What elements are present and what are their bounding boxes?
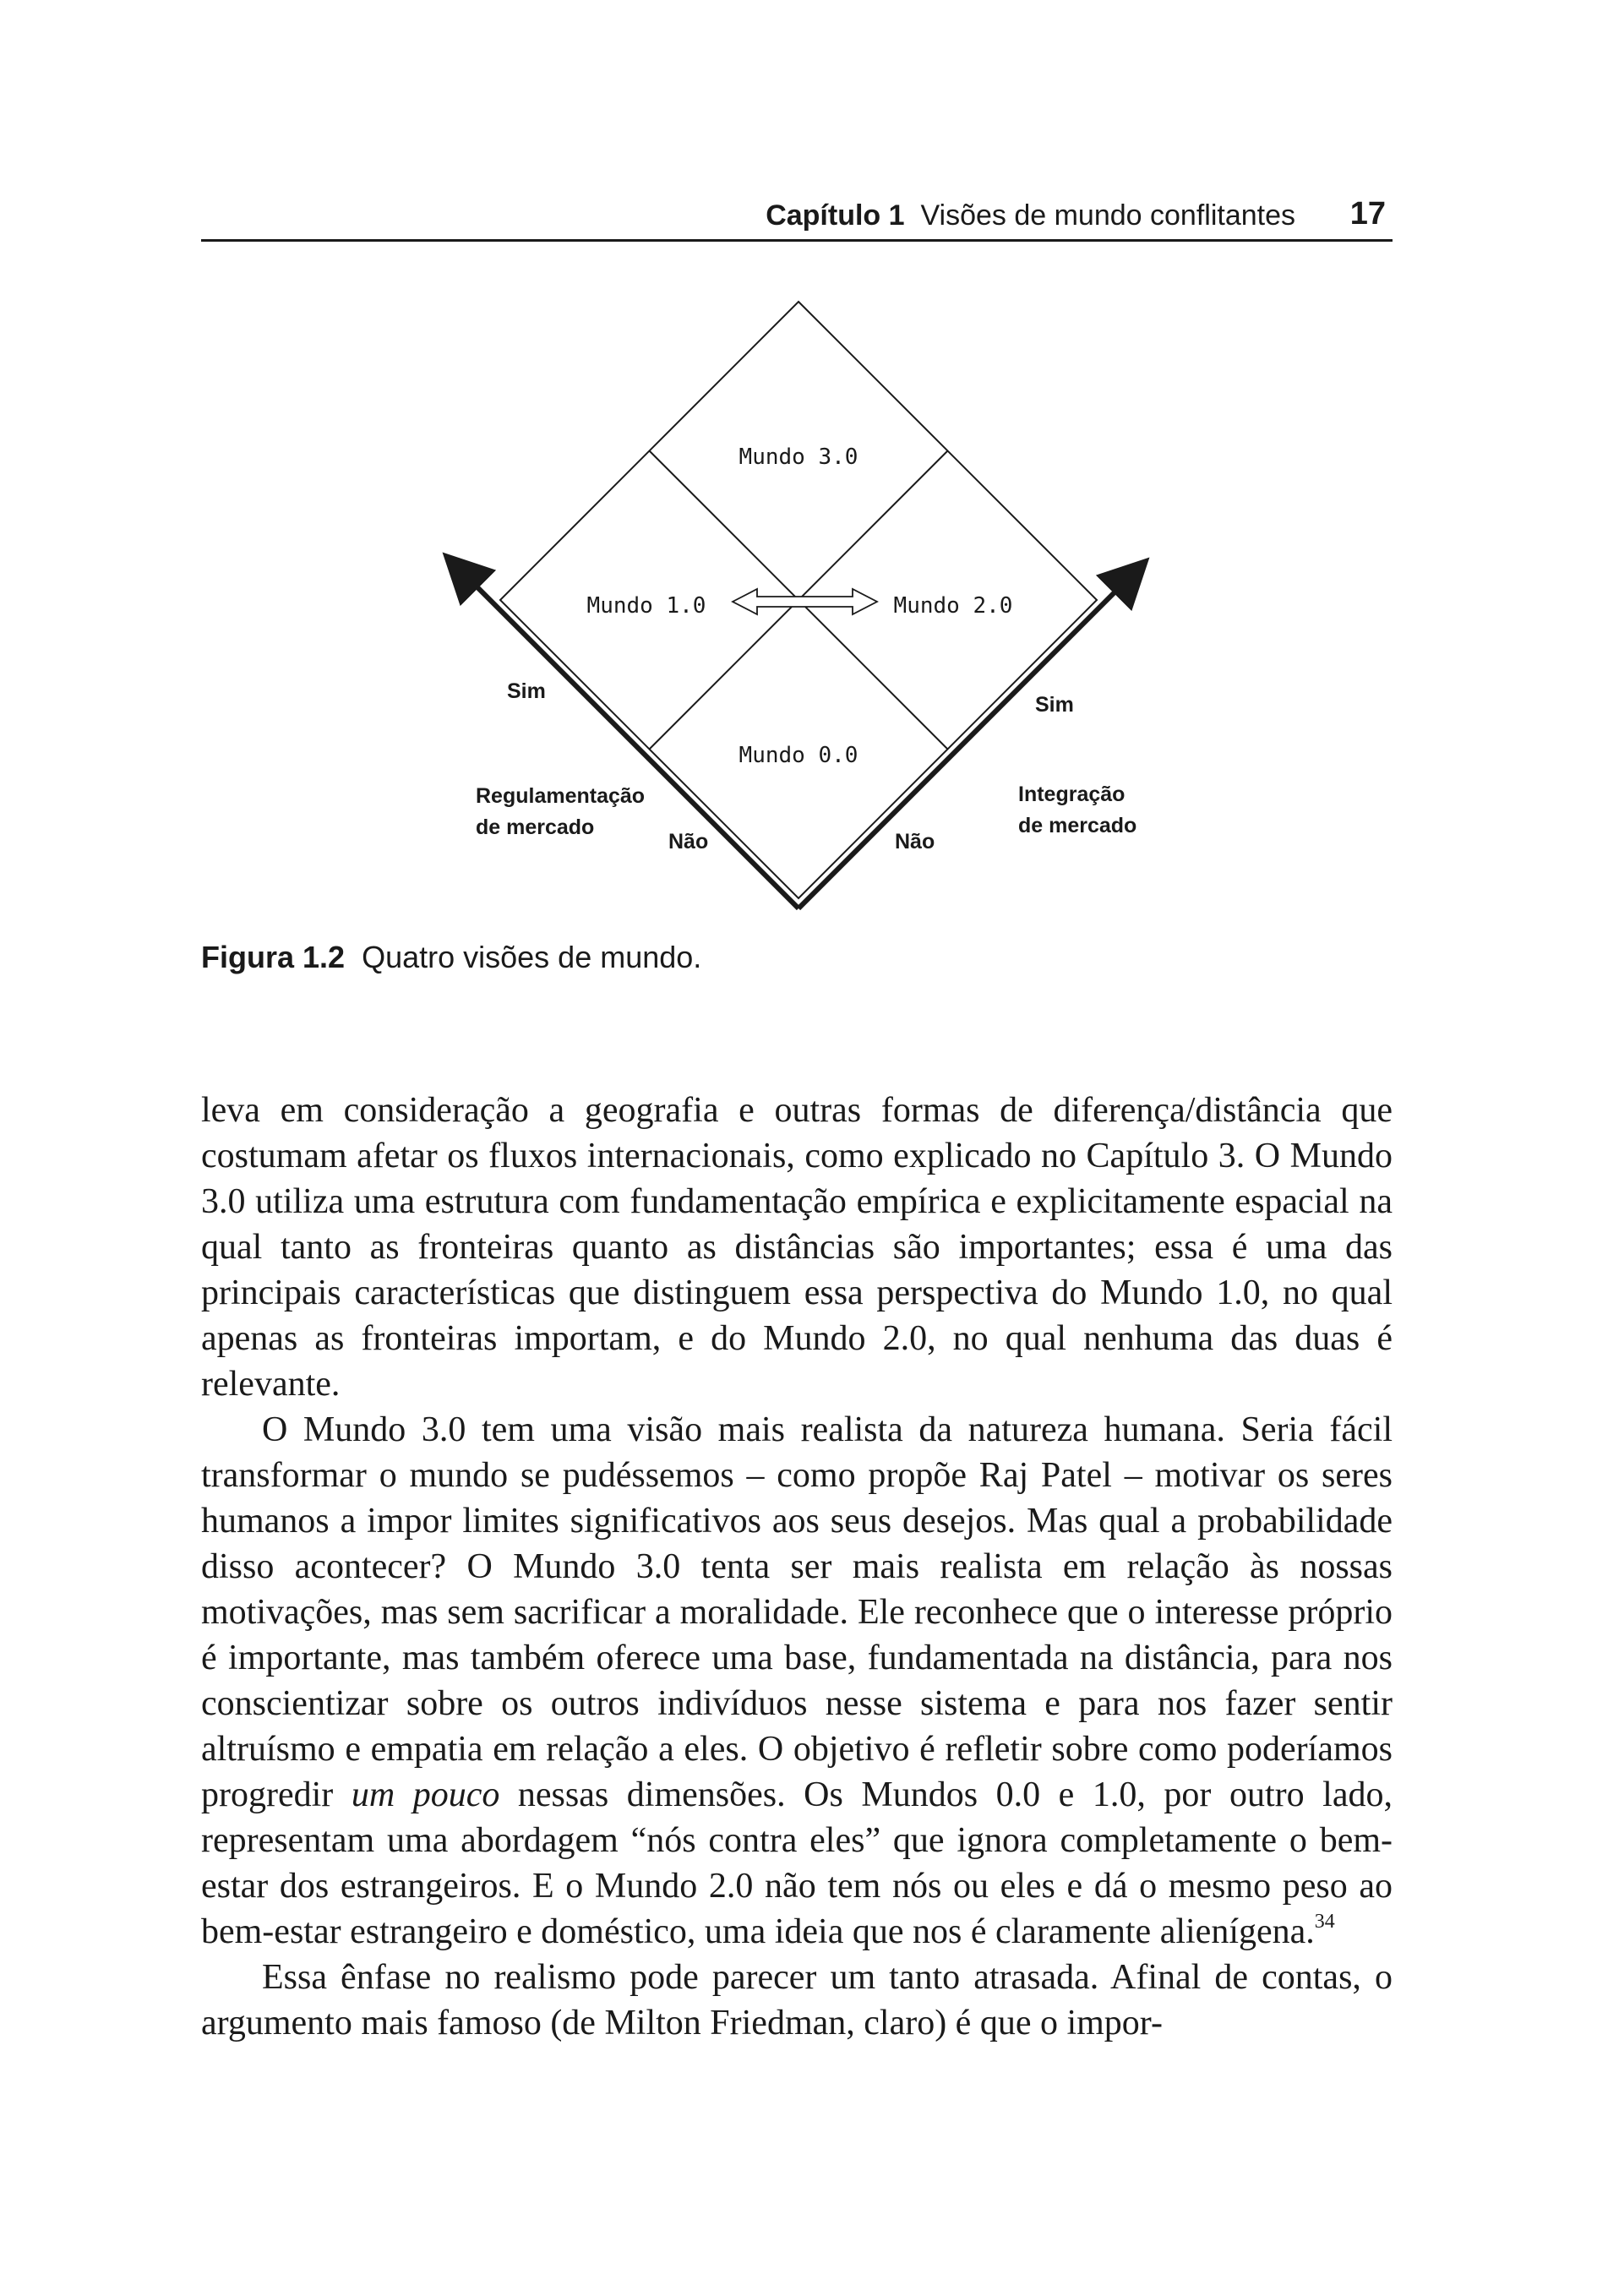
left-axis-title-line2: de mercado xyxy=(476,815,595,839)
figure-caption-label: Figura 1.2 xyxy=(201,940,346,974)
paragraph-3: Essa ênfase no realismo pode parecer um tanto atrasada. Afinal de contas, o argumento mais famoso (de Milton Friedman, claro) é que o impor- xyxy=(201,1958,1393,2042)
paragraph-1: leva em consideração a geografia e outras formas de diferença/distância que costumam afetar os fluxos internacionais, como explicado no Capítulo 3. O Mundo 3.0 utiliza uma estrutura com fundamentação empírica e explicitamente espacial na qual tanto as fronteiras quanto as distâncias são importantes; essa é uma das principais características que distinguem essa perspectiva do Mundo 1.0, no qual apenas as fronteiras importam, e do Mundo 2.0, no qual nenhuma das duas é relevante. xyxy=(201,1091,1393,1404)
figure-caption-text: Quatro visões de mundo. xyxy=(362,940,702,974)
four-worlds-diagram xyxy=(0,0,1597,930)
paragraph-2-text-b: nessas dimensões. Os Mundos 0.0 e 1.0, por outro lado, representam uma abordagem “nós contra eles” que ignora completamente o bem-estar dos estrangeiros. E o Mundo 2.0 não tem nós ou eles e dá o mesmo peso ao bem-estar estrangeiro e doméstico, uma ideia que nos é claramente alienígena. xyxy=(201,1775,1393,1951)
cell-label-right: Mundo 2.0 xyxy=(893,593,1013,619)
paragraph-2 xyxy=(201,1407,1393,1955)
cell-label-bottom: Mundo 0.0 xyxy=(739,743,858,768)
paragraph-2-text-a: O Mundo 3.0 tem uma visão mais realista da natureza humana. Seria fácil transformar o mundo se pudéssemos – como propõe Raj Patel – motivar os seres humanos a impor limites significativos aos seus desejos. Mas qual a probabilidade disso acontecer? O Mundo 3.0 tenta ser mais realista em relação às nossas motivações, mas sem sacrificar a moralidade. Ele reconhece que o interesse próprio é importante, mas também oferece uma base, fundamentada na distância, para nos conscientizar sobre os outros indivíduos nesse sistema e para nos fazer sentir altruísmo e empatia em relação a eles. O objetivo é refletir sobre como poderíamos progredir xyxy=(201,1410,1393,1814)
page-number: 17 xyxy=(1349,196,1386,232)
footnote-ref-34: 34 xyxy=(1314,1911,1335,1933)
cell-label-left: Mundo 1.0 xyxy=(586,593,706,619)
left-axis-title-line1: Regulamentação xyxy=(476,784,646,808)
cell-label-top: Mundo 3.0 xyxy=(739,444,858,470)
figure-caption xyxy=(201,940,701,975)
left-axis-high: Sim xyxy=(507,679,546,703)
body-text xyxy=(201,1088,1393,2046)
right-axis-title-line1: Integração xyxy=(1018,783,1126,806)
left-axis-low: Não xyxy=(668,830,709,854)
chapter-label: Capítulo 1 xyxy=(766,199,905,232)
right-axis-low: Não xyxy=(895,830,935,854)
paragraph-2-emphasis: um pouco xyxy=(351,1775,500,1814)
right-axis-high: Sim xyxy=(1035,693,1074,717)
chapter-title: Visões de mundo conflitantes xyxy=(920,199,1295,232)
right-axis-title-line2: de mercado xyxy=(1018,814,1137,837)
